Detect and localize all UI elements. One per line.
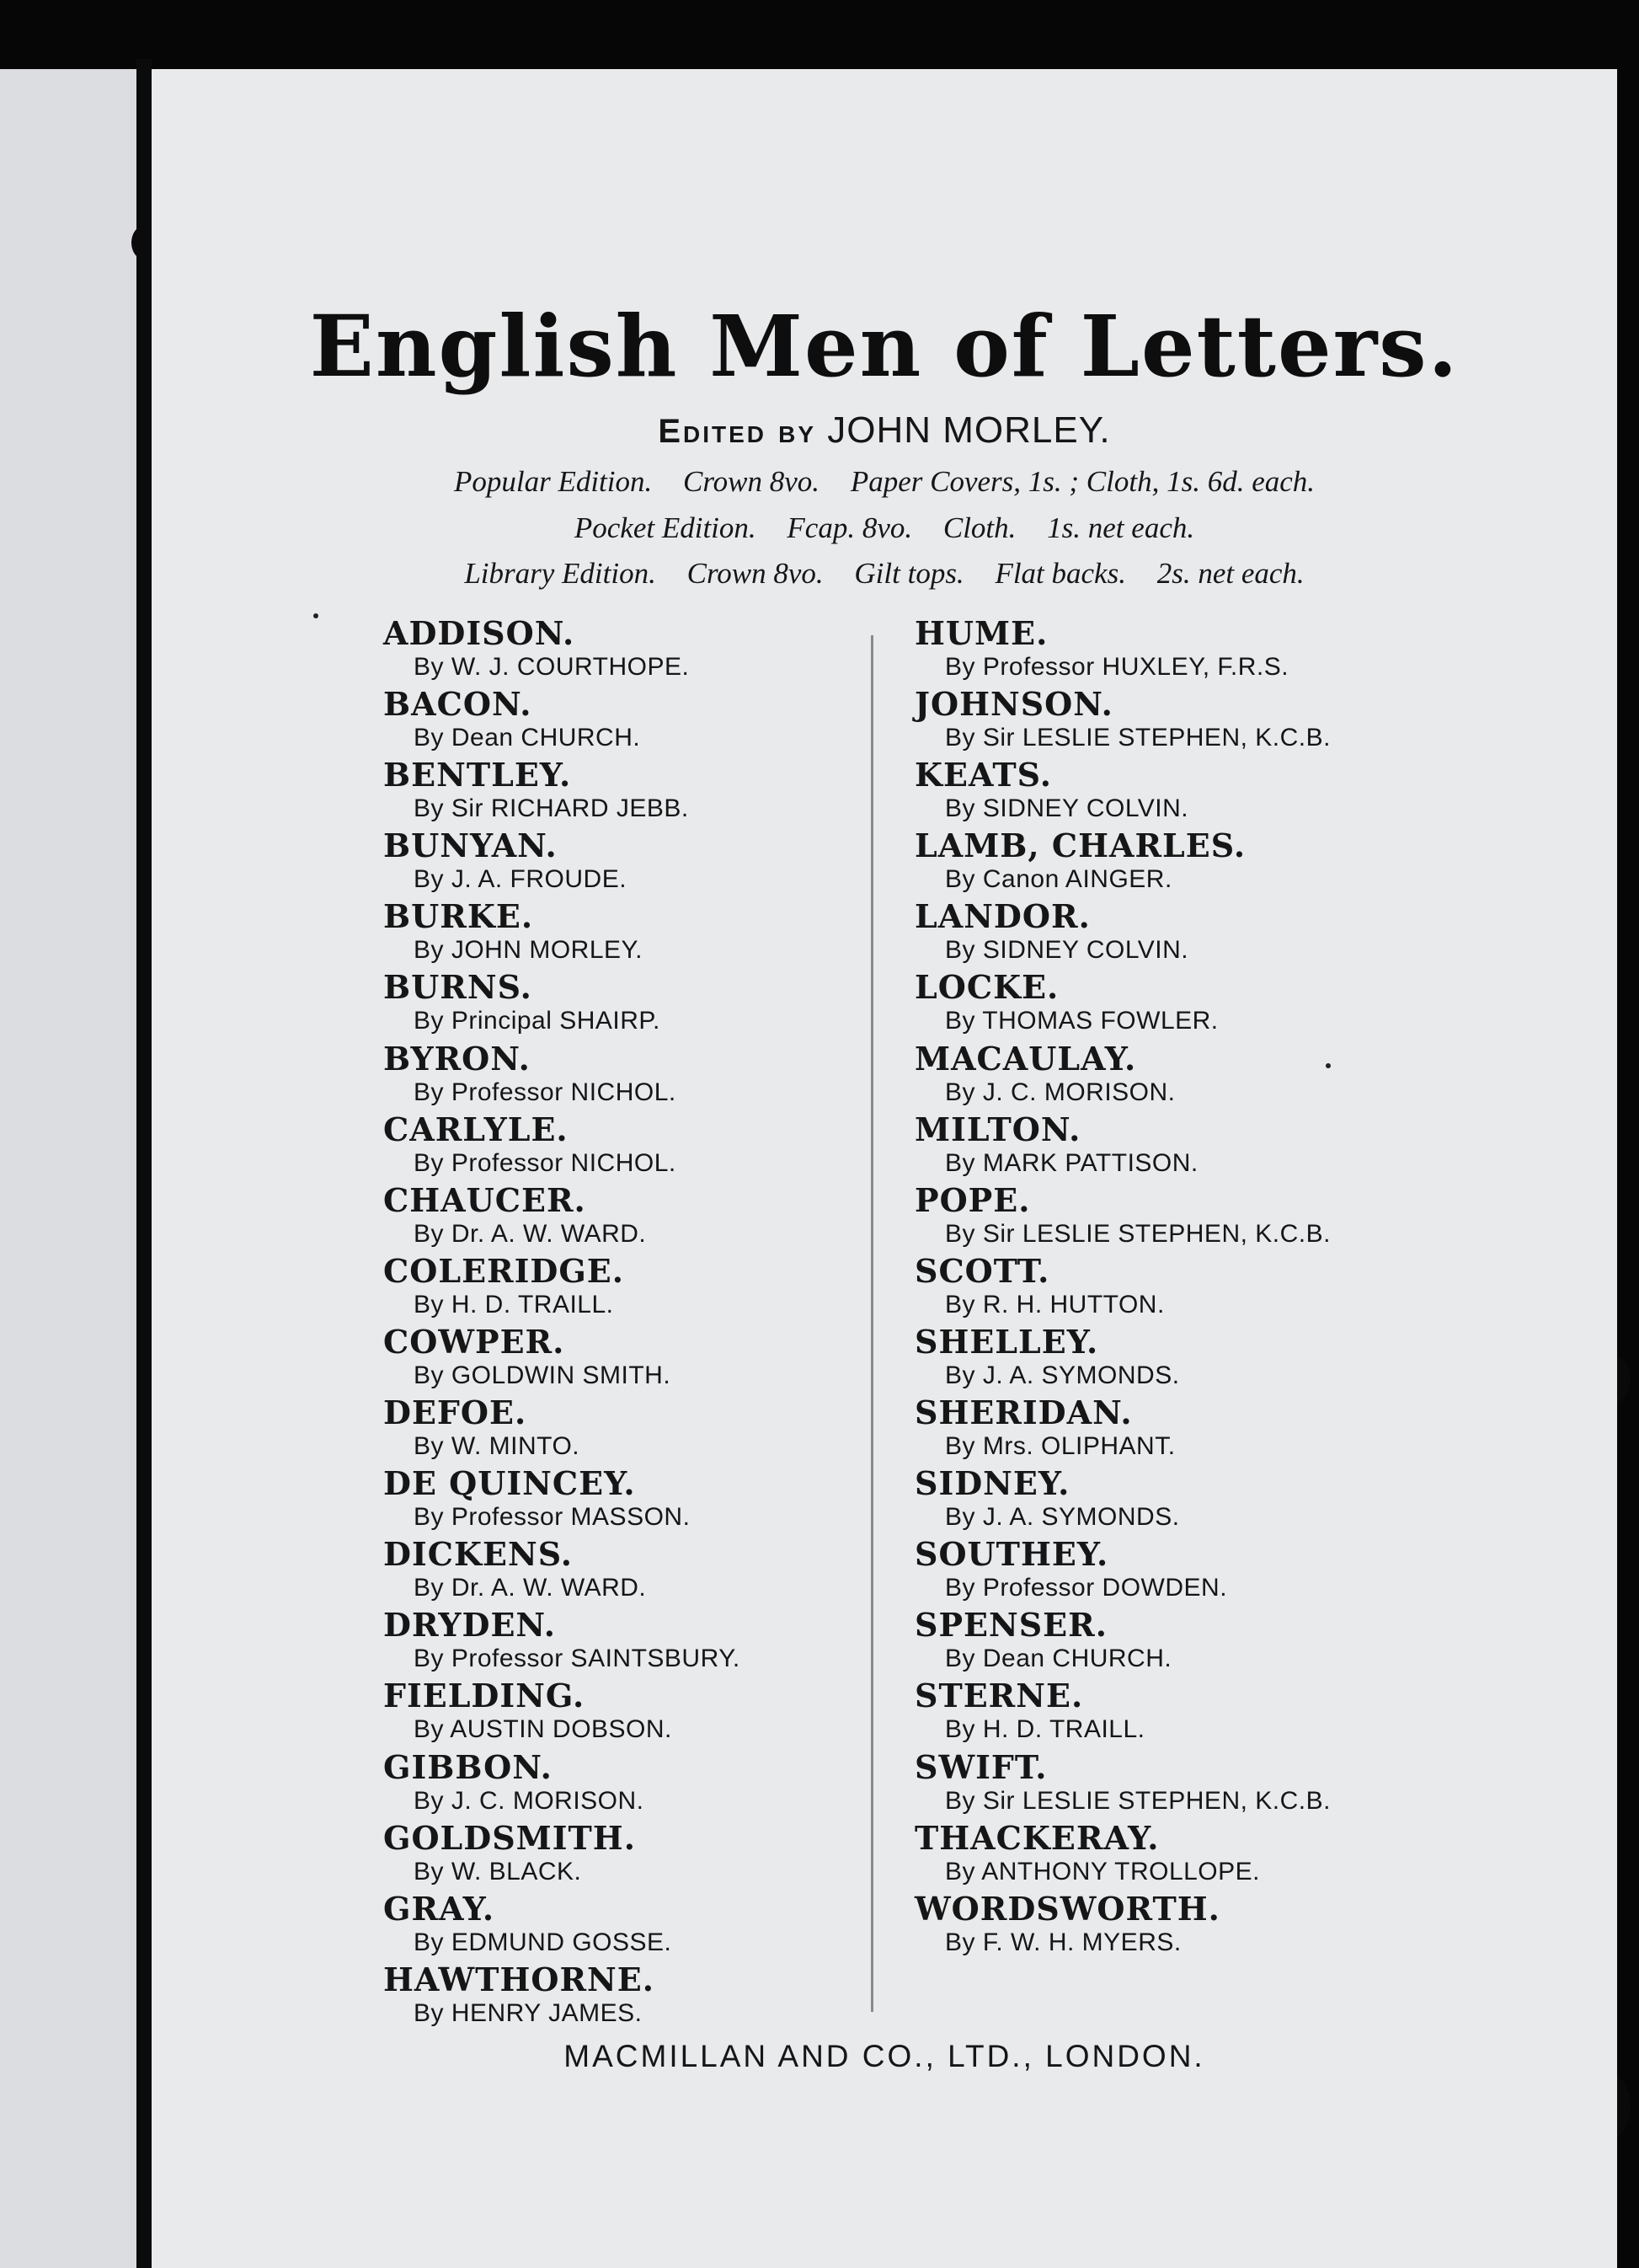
author-name: KEATS. [915,756,1052,794]
edition-name: Popular Edition. [453,465,653,498]
edition-name: Pocket Edition. [574,511,756,544]
list-item [383,1465,740,1536]
popular-edition-line [152,465,1617,499]
paper-speck [313,613,318,618]
biographer: By Professor NICHOL. [414,1148,676,1177]
biographer: By Principal SHAIRP. [414,1007,660,1035]
author-name: DRYDEN. [383,1606,556,1645]
author-list-right [915,615,1331,1961]
biographer: By SIDNEY COLVIN. [945,936,1189,965]
author-name: COLERIDGE. [383,1251,624,1290]
author-name: LANDOR. [915,897,1091,936]
author-name: ADDISON. [383,614,575,652]
biographer: By H. D. TRAILL. [414,1290,614,1319]
author-name: CHAUCER. [383,1180,586,1219]
biographer: By Professor SAINTSBURY. [414,1645,740,1673]
list-item [915,1677,1331,1748]
list-item [383,1820,740,1891]
author-name: HUME. [915,614,1049,652]
author-name: BYRON. [383,1039,531,1078]
author-name: SHERIDAN. [915,1393,1133,1432]
list-item [383,827,740,898]
edition-binding: Cloth. [942,511,1017,544]
author-name: MILTON. [915,1110,1081,1148]
list-item [383,1536,740,1607]
list-item [915,1324,1331,1394]
author-name: THACKERAY. [915,1818,1160,1857]
author-name: MACAULAY. [915,1039,1137,1078]
list-item [915,1394,1331,1465]
list-item [915,1111,1331,1182]
list-item [383,969,740,1040]
biographer: By AUSTIN DOBSON. [414,1715,672,1744]
list-item [915,1182,1331,1253]
edition-tops: Gilt tops. [854,557,964,590]
paper-speck [1326,1063,1331,1068]
pocket-edition-line [152,511,1617,545]
list-item [383,1253,740,1324]
author-name: BURNS. [383,968,532,1007]
biographer: By W. J. COURTHOPE. [414,653,690,681]
biographer: By EDMUND GOSSE. [414,1928,672,1956]
biographer: By Professor MASSON. [414,1503,691,1532]
edition-name: Library Edition. [464,557,656,590]
author-name: GOLDSMITH. [383,1818,636,1857]
biographer: By THOMAS FOWLER. [945,1007,1219,1035]
edition-backs: Flat backs. [995,557,1126,590]
edition-format: Crown 8vo. [686,557,824,590]
biographer: By ANTHONY TROLLOPE. [945,1857,1260,1886]
biographer: By Sir LESLIE STEPHEN, K.C.B. [945,1786,1331,1815]
biographer: By R. H. HUTTON. [945,1290,1165,1319]
author-name: JOHNSON. [915,685,1113,724]
list-item [915,827,1331,898]
author-name: SIDNEY. [915,1464,1070,1503]
biographer: By Canon AINGER. [945,865,1172,894]
biographer: By Dr. A. W. WARD. [414,1574,647,1602]
list-item [915,1607,1331,1677]
list-item [383,1749,740,1820]
list-item [383,686,740,757]
author-name: GIBBON. [383,1747,553,1786]
author-name: STERNE. [915,1677,1084,1715]
list-item [383,757,740,827]
author-name: CARLYLE. [383,1110,569,1148]
list-item [915,1536,1331,1607]
list-item [915,1749,1331,1820]
author-name: SWIFT. [915,1747,1048,1786]
edition-price: Paper Covers, 1s. ; Cloth, 1s. 6d. each. [850,465,1316,498]
list-item [383,1677,740,1748]
list-item [915,1820,1331,1891]
biographer: By Dean CHURCH. [945,1645,1172,1673]
biographer: By Professor NICHOL. [414,1078,676,1106]
biographer: By MARK PATTISON. [945,1148,1199,1177]
biographer: By Sir LESLIE STEPHEN, K.C.B. [945,1219,1331,1248]
edition-format: Fcap. 8vo. [787,511,913,544]
biographer: By Dean CHURCH. [414,724,641,752]
biographer: By SIDNEY COLVIN. [945,794,1189,823]
author-name: COWPER. [383,1322,565,1361]
list-item [383,1111,740,1182]
author-name: DEFOE. [383,1393,527,1432]
author-name: FIELDING. [383,1677,585,1715]
author-name: SCOTT. [915,1251,1050,1290]
library-edition-line [152,557,1617,591]
biographer: By HENRY JAMES. [414,1998,643,2027]
author-name: GRAY. [383,1889,495,1928]
author-name: POPE. [915,1180,1031,1219]
list-item [383,615,740,686]
author-name: SHELLEY. [915,1322,1099,1361]
author-name: BACON. [383,685,532,724]
publisher-imprint: MACMILLAN AND CO., LTD., LONDON. [563,2039,1205,2073]
list-item [915,898,1331,969]
page-title: English Men of Letters. [309,297,1460,396]
list-item [915,1253,1331,1324]
author-name: BURKE. [383,897,534,936]
biographer: By Mrs. OLIPHANT. [945,1432,1176,1461]
author-name: BUNYAN. [383,826,558,865]
list-item [383,1040,740,1111]
biographer: By JOHN MORLEY. [414,936,643,965]
biographer: By Professor DOWDEN. [945,1574,1228,1602]
editor-name: JOHN MORLEY. [827,409,1111,451]
edition-price: 2s. net each. [1156,557,1305,590]
author-name: BENTLEY. [383,756,572,794]
list-item [383,1607,740,1677]
biographer: By Sir LESLIE STEPHEN, K.C.B. [945,724,1331,752]
list-item [915,1465,1331,1536]
biographer: By F. W. H. MYERS. [945,1928,1182,1956]
column-divider [871,635,873,2012]
biographer: By J. C. MORISON. [414,1786,644,1815]
author-name: SPENSER. [915,1606,1108,1645]
biographer: By J. A. SYMONDS. [945,1503,1180,1532]
biographer: By GOLDWIN SMITH. [414,1361,671,1389]
biographer: By J. A. FROUDE. [414,865,627,894]
editor-prefix: Edited by [658,413,817,450]
author-name: LAMB, CHARLES. [915,826,1247,865]
list-item [915,686,1331,757]
list-item [915,1891,1331,1961]
biographer: By H. D. TRAILL. [945,1715,1145,1744]
list-item [915,969,1331,1040]
biographer: By J. A. SYMONDS. [945,1361,1180,1389]
list-item [915,757,1331,827]
editor-line [152,409,1617,452]
list-item [383,1961,740,2032]
list-item [915,1040,1331,1111]
biographer: By J. C. MORISON. [945,1078,1176,1106]
author-name: DICKENS. [383,1535,574,1574]
list-item [383,1324,740,1394]
list-item [383,1182,740,1253]
list-item [383,898,740,969]
author-list-left [383,615,740,2032]
list-item [383,1891,740,1961]
author-name: HAWTHORNE. [383,1960,654,1998]
author-name: SOUTHEY. [915,1535,1109,1574]
edition-format: Crown 8vo. [683,465,820,498]
biographer: By W. MINTO. [414,1432,580,1461]
list-item [915,615,1331,686]
biographer: By Sir RICHARD JEBB. [414,794,689,823]
facing-page-edge [0,69,136,2268]
document-page [152,69,1617,2268]
list-item [383,1394,740,1465]
author-name: DE QUINCEY. [383,1464,636,1503]
author-name: WORDSWORTH. [915,1889,1220,1928]
biographer: By W. BLACK. [414,1857,582,1886]
biographer: By Dr. A. W. WARD. [414,1219,647,1248]
author-name: LOCKE. [915,968,1060,1007]
binding-gutter [136,59,152,2268]
biographer: By Professor HUXLEY, F.R.S. [945,653,1289,681]
edition-price: 1s. net each. [1047,511,1195,544]
